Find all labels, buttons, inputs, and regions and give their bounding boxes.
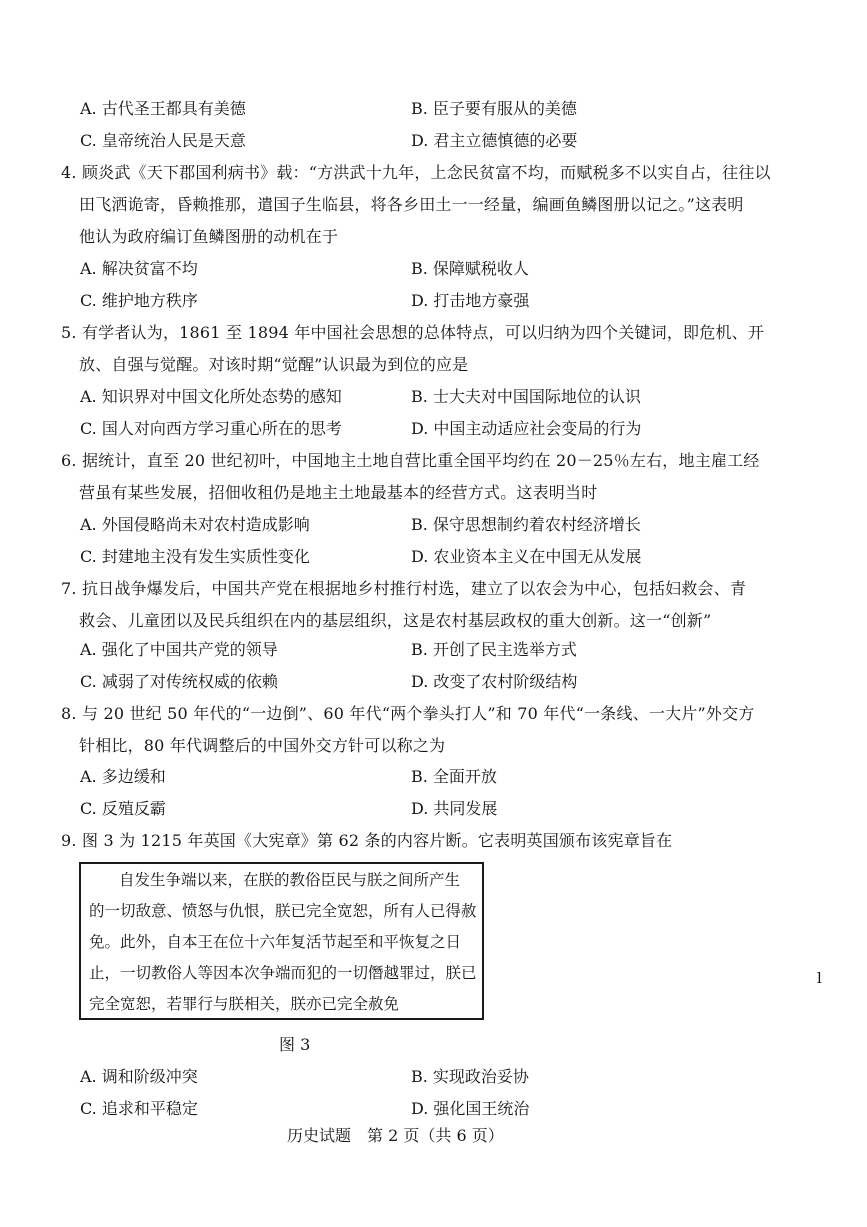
excerpt-line-1: 自发生争端以来，在朕的教俗臣民与朕之间所产生 [119, 871, 461, 889]
q3-option-d: D. 君主立德慎德的必要 [411, 131, 578, 150]
q6-stem-line-1: 6. 据统计，直至 20 世纪初叶，中国地主土地自营比重全国平均约在 20－25％左右，地主雇工经 [61, 451, 760, 470]
q7-option-b: B. 开创了民主选举方式 [411, 640, 577, 659]
q9-option-b: B. 实现政治妥协 [411, 1067, 529, 1086]
q4-option-b: B. 保障赋税收人 [411, 259, 529, 278]
q4-stem-line-1: 4. 顾炎武《天下郡国利病书》载：“方洪武十九年，上念民贫富不均，而赋税多不以实自占，往往以 [61, 163, 771, 182]
excerpt-line-2: 的一切敌意、愤怒与仇恨，朕已完全宽恕，所有人已得赦 [89, 902, 477, 920]
q8-stem-line-2: 针相比，80 年代调整后的中国外交方针可以称之为 [79, 736, 446, 755]
q9-option-a: A. 调和阶级冲突 [80, 1067, 198, 1086]
q8-option-b: B. 全面开放 [411, 767, 497, 786]
q4-stem-line-2: 田飞洒诡寄，昏赖推那，遣国子生临县，将各乡田土一一经量，编画鱼鳞图册以记之。”这表明 [79, 195, 744, 214]
q7-stem-line-1: 7. 抗日战争爆发后，中国共产党在根据地乡村推行村选，建立了以农会为中心，包括妇救会、青 [61, 579, 747, 598]
figure-caption: 图 3 [279, 1035, 311, 1054]
q6-option-c: C. 封建地主没有发生实质性变化 [80, 547, 310, 566]
stray-mark: l [817, 969, 822, 987]
q4-option-a: A. 解决贫富不均 [80, 259, 198, 278]
q4-stem-line-3: 他认为政府编订鱼鳞图册的动机在于 [79, 227, 339, 246]
q3-option-b: B. 臣子要有服从的美德 [411, 99, 577, 118]
q8-option-c: C. 反殖反霸 [80, 799, 166, 818]
q4-option-d: D. 打击地方豪强 [411, 291, 530, 310]
excerpt-line-3: 免。此外，自本王在位十六年复活节起至和平恢复之日 [89, 933, 462, 951]
q9-option-d: D. 强化国王统治 [411, 1099, 530, 1118]
q9-stem-line-1: 9. 图 3 为 1215 年英国《大宪章》第 62 条的内容片断。它表明英国颁布该宪章旨在 [61, 831, 673, 850]
q8-option-a: A. 多边缓和 [80, 767, 166, 786]
q8-option-d: D. 共同发展 [411, 799, 498, 818]
q6-option-b: B. 保守思想制约着农村经济增长 [411, 515, 641, 534]
magna-carta-excerpt-box [79, 862, 484, 1020]
q6-option-a: A. 外国侵略尚未对农村造成影响 [80, 515, 310, 534]
q5-option-d: D. 中国主动适应社会变局的行为 [411, 419, 642, 438]
page-footer: 历史试题 第 2 页（共 6 页） [287, 1126, 504, 1145]
q6-option-d: D. 农业资本主义在中国无从发展 [411, 547, 642, 566]
q8-stem-line-1: 8. 与 20 世纪 50 年代的“一边倒”、60 年代“两个拳头打人”和 70 年代“一条线、一大片”外交方 [61, 704, 755, 723]
q5-stem-line-2: 放、自强与觉醒。对该时期“觉醒”认识最为到位的应是 [79, 355, 469, 374]
q9-option-c: C. 追求和平稳定 [80, 1099, 198, 1118]
q5-stem-line-1: 5. 有学者认为，1861 至 1894 年中国社会思想的总体特点，可以归纳为四个关键词，即危机、开 [61, 323, 765, 342]
q6-stem-line-2: 营虽有某些发展，招佃收租仍是地主土地最基本的经营方式。这表明当时 [79, 483, 598, 502]
q5-option-c: C. 国人对向西方学习重心所在的思考 [80, 419, 342, 438]
q7-option-d: D. 改变了农村阶级结构 [411, 672, 578, 691]
q7-option-a: A. 强化了中国共产党的领导 [80, 640, 278, 659]
q7-stem-line-2: 救会、儿童团以及民兵组织在内的基层组织，这是农村基层政权的重大创新。这一“创新” [79, 611, 712, 630]
q4-option-c: C. 维护地方秩序 [80, 291, 198, 310]
q3-option-a: A. 古代圣王都具有美德 [80, 99, 246, 118]
q5-option-b: B. 士大夫对中国国际地位的认识 [411, 387, 641, 406]
q3-option-c: C. 皇帝统治人民是天意 [80, 131, 246, 150]
excerpt-line-5: 完全宽恕，若罪行与朕相关，朕亦已完全赦免 [89, 995, 400, 1013]
q7-option-c: C. 减弱了对传统权威的依赖 [80, 672, 278, 691]
q5-option-a: A. 知识界对中国文化所处态势的感知 [80, 387, 342, 406]
excerpt-line-4: 止，一切教俗人等因本次争端而犯的一切僭越罪过，朕已 [89, 964, 477, 982]
